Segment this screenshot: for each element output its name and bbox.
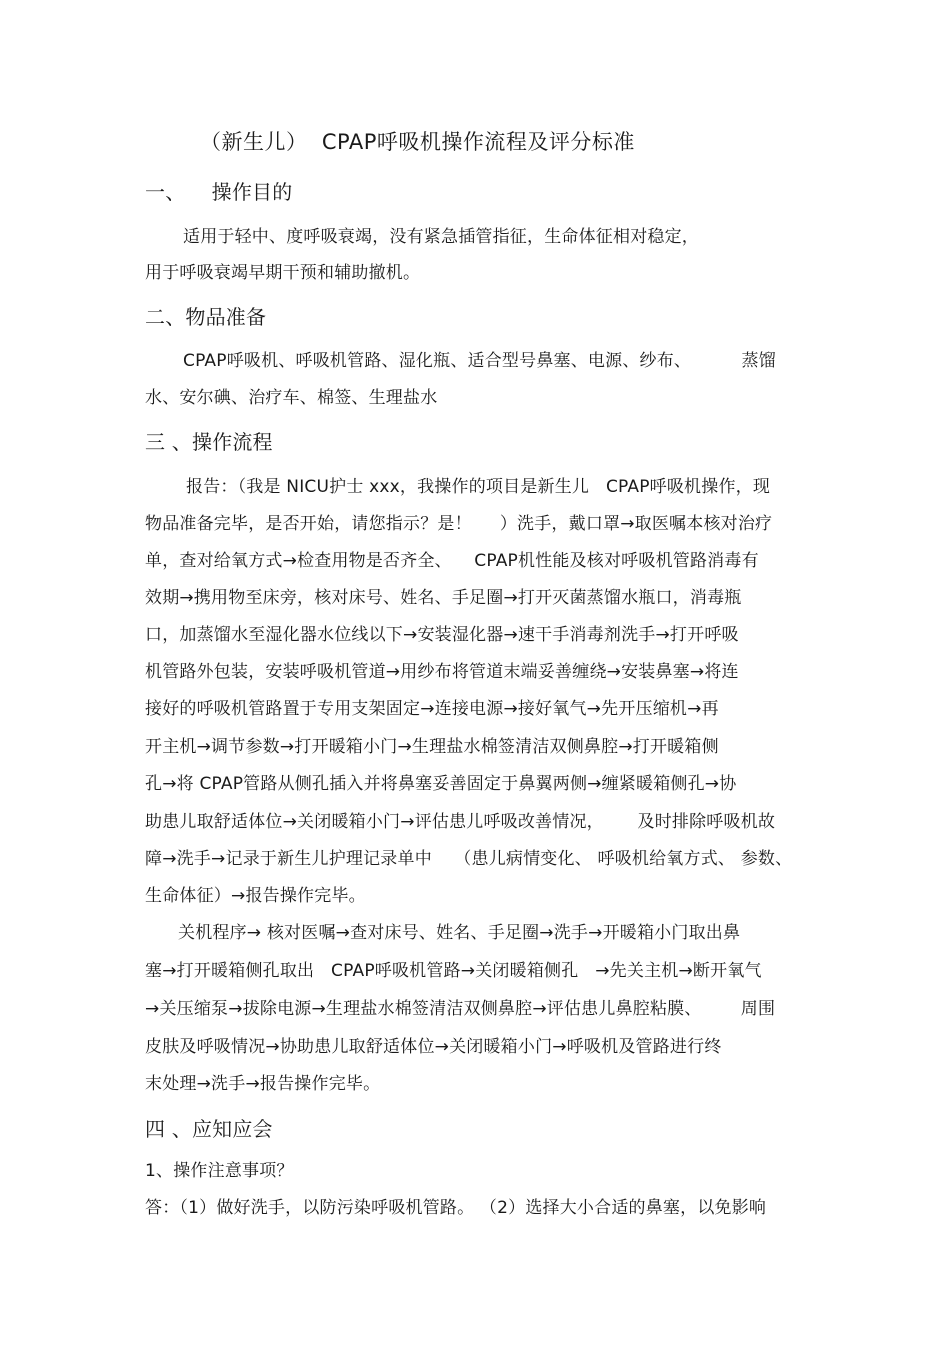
paragraph-line: 效期→携用物至床旁，核对床号、姓名、手足圈→打开灭菌蒸馏水瓶口，消毒瓶 bbox=[145, 588, 742, 608]
paragraph-line: 适用于轻中、度呼吸衰竭，没有紧急插管指征，生命体征相对稳定， bbox=[183, 227, 699, 247]
paragraph-line: 助患儿取舒适体位→关闭暖箱小门→评估患儿呼吸改善情况， 及时排除呼吸机故 bbox=[145, 812, 776, 832]
section-heading-materials: 二、物品准备 bbox=[145, 305, 267, 329]
section-heading-knowledge: 四 、应知应会 bbox=[145, 1117, 273, 1141]
document-title: （新生儿） CPAP呼吸机操作流程及评分标准 bbox=[200, 130, 635, 154]
paragraph-line: 皮肤及呼吸情况→协助患儿取舒适体位→关闭暖箱小门→呼吸机及管路进行终 bbox=[145, 1037, 722, 1057]
paragraph-line: 接好的呼吸机管路置于专用支架固定→连接电源→接好氧气→先开压缩机→再 bbox=[145, 699, 719, 719]
paragraph-line: 物品准备完毕，是否开始，请您指示？是！ ）洗手，戴口罩→取医嘱本核对治疗 bbox=[145, 514, 773, 534]
section-heading-purpose: 一、 操作目的 bbox=[145, 180, 293, 204]
section-heading-procedure: 三 、操作流程 bbox=[145, 430, 273, 454]
answer-line: 答：（1）做好洗手，以防污染呼吸机管路。 （2）选择大小合适的鼻塞，以免影响 bbox=[145, 1198, 767, 1218]
paragraph-line: 关机程序→ 核对医嘱→查对床号、姓名、手足圈→洗手→开暖箱小门取出鼻 bbox=[178, 923, 741, 943]
paragraph-line: 水、安尔碘、治疗车、棉签、生理盐水 bbox=[145, 388, 438, 408]
paragraph-line: 末处理→洗手→报告操作完毕。 bbox=[145, 1074, 381, 1094]
paragraph-line: 用于呼吸衰竭早期干预和辅助撤机。 bbox=[145, 263, 421, 283]
paragraph-line: 报告：（我是 NICU护士 xxx，我操作的项目是新生儿 CPAP呼吸机操作，现 bbox=[186, 477, 771, 497]
paragraph-line: 塞→打开暖箱侧孔取出 CPAP呼吸机管路→关闭暖箱侧孔 →先关主机→断开氧气 bbox=[145, 961, 762, 981]
paragraph-line: 开主机→调节参数→打开暖箱小门→生理盐水棉签清洁双侧鼻腔→打开暖箱侧 bbox=[145, 737, 719, 757]
paragraph-line: →关压缩泵→拔除电源→生理盐水棉签清洁双侧鼻腔→评估患儿鼻腔粘膜、 周围 bbox=[145, 999, 776, 1019]
paragraph-line: CPAP呼吸机、呼吸机管路、湿化瓶、适合型号鼻塞、电源、纱布、 蒸馏 bbox=[183, 351, 776, 371]
paragraph-line: 单，查对给氧方式→检查用物是否齐全、 CPAP机性能及核对呼吸机管路消毒有 bbox=[145, 551, 759, 571]
paragraph-line: 机管路外包装，安装呼吸机管道→用纱布将管道末端妥善缠绕→安装鼻塞→将连 bbox=[145, 662, 739, 682]
question-line: 1、操作注意事项？ bbox=[145, 1161, 294, 1181]
paragraph-line: 口，加蒸馏水至湿化器水位线以下→安装湿化器→速干手消毒剂洗手→打开呼吸 bbox=[145, 625, 739, 645]
paragraph-line: 障→洗手→记录于新生儿护理记录单中 （患儿病情变化、 呼吸机给氧方式、 参数、 bbox=[145, 849, 793, 869]
paragraph-line: 孔→将 CPAP管路从侧孔插入并将鼻塞妥善固定于鼻翼两侧→缠紧暖箱侧孔→协 bbox=[145, 774, 737, 794]
paragraph-line: 生命体征）→报告操作完毕。 bbox=[145, 886, 366, 906]
